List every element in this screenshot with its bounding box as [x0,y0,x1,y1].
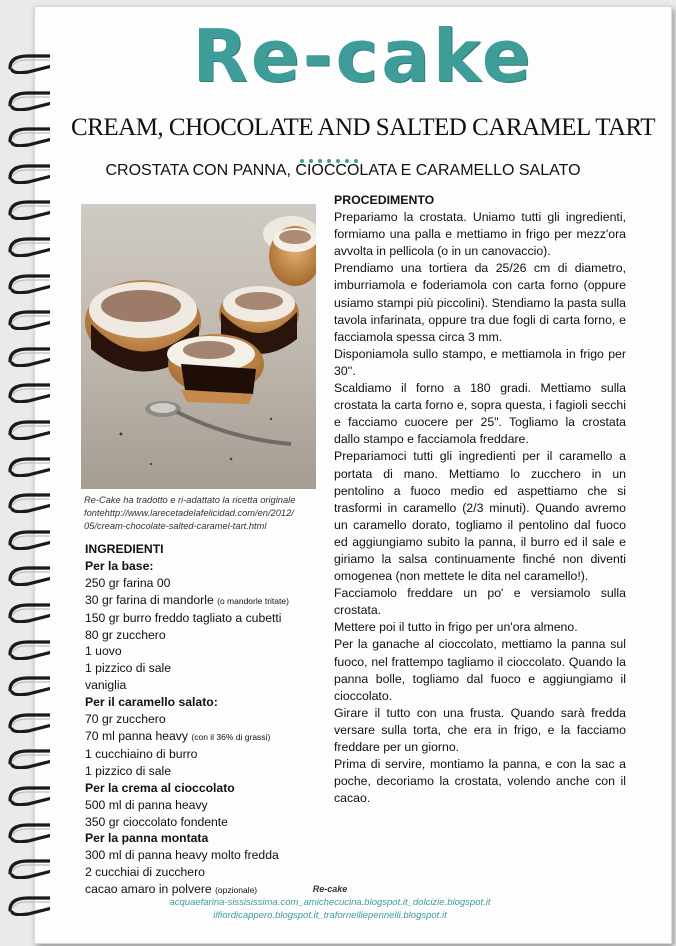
spiral-ring-icon [6,198,50,220]
spiral-ring-icon [6,418,50,440]
procedure-step: Prima di servire, montiamo la panna, e con la sac a poche, decoriamo la crostata, volendo anche con il cacao. [334,757,626,806]
footer [100,883,560,922]
caption-source-url: fontehttp://www.larecetadelafelicidad.com/en/2012/ [84,508,294,518]
ingredients-heading: INGREDIENTI [85,542,164,556]
ingredient-item: 150 gr burro freddo tagliato a cubetti [85,610,282,625]
ingredient-item: 500 ml di panna heavy [85,797,208,812]
ingredient-item: 80 gr zucchero [85,627,166,642]
photo-caption [84,494,324,533]
procedure-step: Mettere poi il tutto in frigo per un'ora almeno. [334,620,578,635]
footer-blogs: ilfiordicappero.blogspot.it_trafornelliepennelli.blogspot.it [213,910,447,921]
spiral-ring-icon [6,381,50,403]
spiral-ring-icon [6,894,50,916]
ganache-heading: Per la crema al cioccolato [85,780,235,795]
ingredient-item: 1 cucchiaino di burro [85,746,198,761]
procedure-step: Girare il tutto con una frusta. Quando sarà fredda versare sulla torta, che era in frigo, e la facciamo freddare per un giorno. [334,705,626,754]
spiral-ring-icon [6,491,50,513]
ingredient-item [85,592,335,610]
ingredient-item [85,728,335,746]
spiral-ring-icon [6,52,50,74]
spiral-ring-icon [6,89,50,111]
procedure-section [334,192,626,807]
procedure-step: Per la ganache al cioccolato, mettiamo la panna sul fuoco, nel frattempo tagliamo il cioccolato. Quando la panna bolle, togliamo dal fuoco e aggiungiamo il cioccolato. [334,637,626,703]
caption-source-url: 05/cream-chocolate-salted-caramel-tart.html [84,521,267,531]
procedure-step: Prendiamo una tortiera da 25/26 cm di diametro, imburriamola e foderiamola con carta forno (oppure usiamo stampi più piccolini). Stendiamo la pasta sulla tavola infarinata, oppure tra due fogli di carta forno, e facciamola spessa circa 3 mm. [334,261,626,344]
procedure-step: Prepariamo la crostata. Uniamo tutti gli ingredienti, formiamo una palla e mettiamo in frigo per mezz'ora avvolta in pellicola (o in un canovaccio). [334,210,626,259]
ingredient-item: 70 gr zucchero [85,712,166,727]
spiral-ring-icon [6,638,50,660]
spiral-ring-icon [6,308,50,330]
brand-title: Re-cake [192,14,534,98]
procedure-step: Disponiamola sullo stampo, e mettiamola in frigo per 30''. [334,346,626,378]
spiral-ring-icon [6,345,50,367]
procedure-step: Prepariamoci tutti gli ingredienti per il caramello a portata di mano. Mettiamo lo zucchero in un pentolino a fuoco medio ed aspettiamo che si trasformi in caramello (2/3 minuti). Quando avremo un caramello dorato, togliamo il pentolino dal fuoco ed aggiungiamo subito la panna, il burro ed il sale e giriamo la salsa continuamente finché non diventi omogenea (non mettete le dita nel caramello!). [334,449,626,584]
ingredients-section [85,541,335,899]
tart-photo [81,204,316,489]
ingredient-text: 30 gr farina di mandorle [85,592,214,607]
ingredient-text: 70 ml panna heavy [85,728,188,743]
recipe-title-italian: CROSTATA CON PANNA, CIOCCOLATA E CARAMELLO SALATO [105,162,581,179]
base-heading: Per la base: [85,558,154,573]
ingredient-item: 1 pizzico di sale [85,661,172,676]
caramel-heading: Per il caramello salato: [85,695,218,710]
spiral-ring-icon [6,784,50,806]
footer-label: Re-cake [312,884,348,894]
caption-line: Re-Cake ha tradotto e ri-adattato la ricetta originale [84,495,296,505]
ingredient-item: 350 gr cioccolato fondente [85,814,228,829]
ingredient-item: vaniglia [85,678,127,693]
ingredient-text: cacao amaro in polvere [85,882,212,897]
spiral-ring-icon [6,821,50,843]
spiral-ring-icon [6,711,50,733]
spiral-ring-icon [6,601,50,623]
ingredient-note: (con il 36% di grassi) [191,731,271,742]
spiral-ring-icon [6,272,50,294]
procedure-heading: PROCEDIMENTO [334,193,435,207]
spiral-ring-icon [6,162,50,184]
spiral-ring-icon [6,564,50,586]
ingredient-note: (o mandorle tritate) [217,595,289,606]
spiral-ring-icon [6,528,50,550]
spiral-ring-icon [6,674,50,696]
ingredient-item: 1 pizzico di sale [85,763,172,778]
cream-heading: Per la panna montata [85,831,209,846]
spiral-ring-icon [6,747,50,769]
ingredient-item: 250 gr farina 00 [85,575,171,590]
spiral-ring-icon [6,125,50,147]
ingredient-item: 300 ml di panna heavy molto fredda [85,848,279,863]
dots-divider [300,148,366,156]
ingredient-item: 1 uovo [85,644,122,659]
ingredient-note: (opzionale) [215,885,258,896]
recipe-title-english: CREAM, CHOCOLATE AND SALTED CARAMEL TART [71,114,655,141]
spiral-ring-icon [6,455,50,477]
footer-blogs: acquaefarina-sissisissima.com_amichecucina.blogspot.it_dolcizie.blogspot.it [169,897,491,908]
ingredient-item: 2 cucchiai di zucchero [85,865,205,880]
procedure-step: Facciamolo freddare un po' e versiamolo sulla crostata. [334,586,626,618]
spiral-ring-icon [6,235,50,257]
spiral-ring-icon [6,857,50,879]
procedure-step: Scaldiamo il forno a 180 gradi. Mettiamo sulla crostata la carta forno e, sopra questa, i fagioli secchi e facciamo cuocere per 25". Togliamo la crostata dallo stampo e facciamola freddare. [334,381,626,447]
